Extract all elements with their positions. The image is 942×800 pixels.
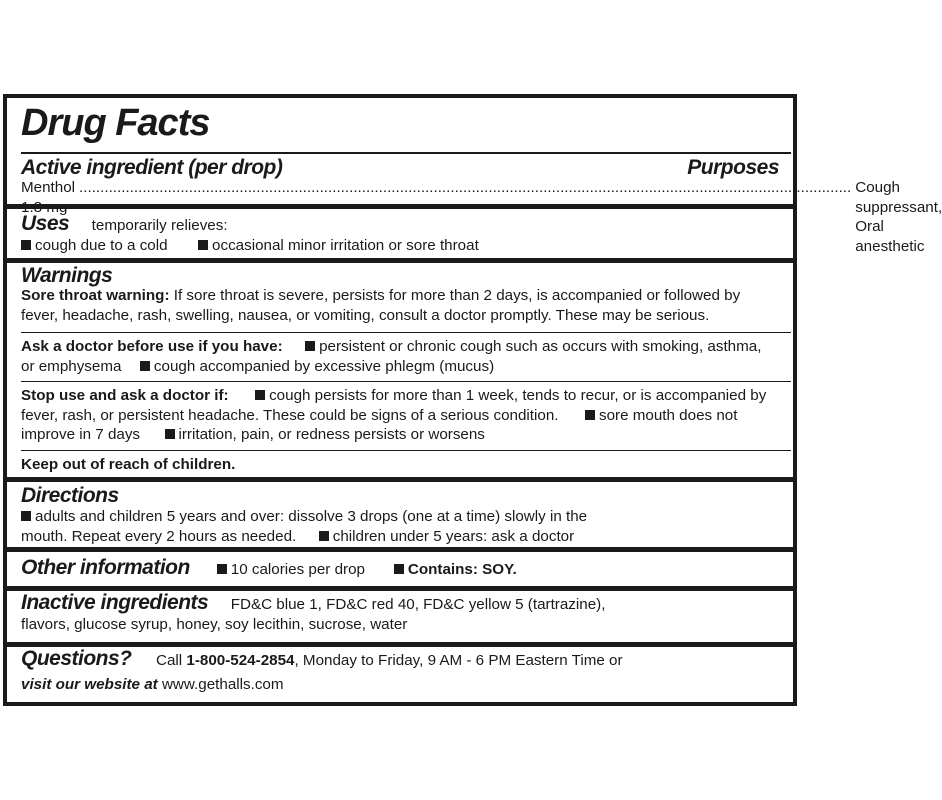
uses-item: occasional minor irritation or sore throat — [212, 237, 479, 254]
directions-item: children under 5 years: ask a doctor — [332, 527, 575, 545]
uses-section — [7, 212, 793, 256]
bullet-icon — [585, 410, 595, 420]
leader-dots: ....................................................................................................................................................................................... — [79, 179, 852, 196]
ask-doctor-section — [7, 337, 793, 376]
inactive-ingredients-section — [7, 593, 793, 634]
bullet-icon — [21, 511, 31, 521]
ask-doctor-item: persistent or chronic cough such as occurs with smoking, asthma, or emphysema — [21, 338, 762, 375]
divider — [7, 547, 793, 552]
page-title: Drug Facts — [21, 102, 210, 144]
inactive-heading: Inactive ingredients — [21, 591, 209, 614]
directions-item: adults and children 5 years and over: dissolve 3 drops (one at a time) slowly in the mouth. Repeat every 2 hours as needed. — [21, 508, 588, 545]
ask-doctor-label: Ask a doctor before use if you have: — [21, 338, 283, 355]
bullet-icon — [198, 240, 208, 250]
calories-text: 10 calories per drop — [230, 561, 365, 578]
divider — [7, 204, 793, 209]
phone-number[interactable]: 1-800-524-2854 — [186, 652, 295, 669]
stop-use-label: Stop use and ask a doctor if: — [21, 387, 229, 404]
stop-use-item: irritation, pain, or redness persists or worsens — [178, 426, 485, 443]
directions-section — [7, 484, 793, 546]
warnings-section — [7, 264, 793, 325]
questions-section — [7, 649, 793, 694]
bullet-icon — [394, 564, 404, 574]
active-heading: Active ingredient (per drop) — [21, 156, 283, 179]
visit-label: visit our website at — [21, 675, 158, 693]
divider — [21, 152, 791, 154]
drug-facts-panel — [3, 94, 942, 706]
active-ingredient: Menthol — [21, 179, 76, 196]
uses-heading: Uses — [21, 212, 70, 235]
other-info-section — [7, 556, 793, 580]
inactive-text: FD&C blue 1, FD&C red 40, FD&C yellow 5 (tartrazine), flavors, glucose syrup, honey, soy lecithin, sucrose, water — [21, 596, 606, 633]
keep-out-section — [7, 455, 793, 475]
divider — [7, 477, 793, 482]
uses-item: cough due to a cold — [35, 237, 168, 254]
bullet-icon — [305, 341, 315, 351]
active-purpose: Cough suppressant, Oral anesthetic — [855, 179, 942, 255]
sore-throat-text: If sore throat is severe, persists for more than 2 days, is accompanied or followed by fever, headache, rash, swelling, nausea, or vomiting, consult a doctor promptly. These may be serious. — [21, 287, 741, 324]
bullet-icon — [21, 240, 31, 250]
bullet-icon — [319, 531, 329, 541]
divider — [7, 258, 793, 263]
title-section — [7, 102, 793, 145]
warnings-heading: Warnings — [21, 264, 113, 287]
uses-intro: temporarily relieves: — [91, 217, 228, 234]
directions-heading: Directions — [21, 484, 119, 507]
website-link[interactable]: www.gethalls.com — [161, 675, 284, 693]
stop-use-item: cough persists for more than 1 week, tends to recur, or is accompanied by fever, rash, or persistent headache. These could be signs of a serious condition. — [21, 387, 767, 424]
bullet-icon — [165, 429, 175, 439]
sore-throat-label: Sore throat warning: — [21, 287, 170, 304]
questions-heading: Questions? — [21, 647, 132, 670]
bullet-icon — [255, 390, 265, 400]
bullet-icon — [140, 361, 150, 371]
ask-doctor-item: cough accompanied by excessive phlegm (mucus) — [153, 357, 495, 375]
bullet-icon — [217, 564, 227, 574]
divider — [21, 381, 791, 382]
call-label: Call — [155, 652, 183, 669]
purposes-heading: Purposes — [687, 156, 779, 179]
contains-text: Contains: SOY. — [407, 561, 517, 578]
keep-out-text: Keep out of reach of children. — [21, 456, 236, 473]
divider — [21, 332, 791, 333]
other-info-heading: Other information — [21, 556, 190, 579]
stop-use-item: sore mouth does not improve in 7 days — [21, 406, 738, 443]
divider — [21, 450, 791, 451]
stop-use-section — [7, 386, 793, 445]
hours-text: , Monday to Friday, 9 AM - 6 PM Eastern Time or — [294, 652, 623, 669]
